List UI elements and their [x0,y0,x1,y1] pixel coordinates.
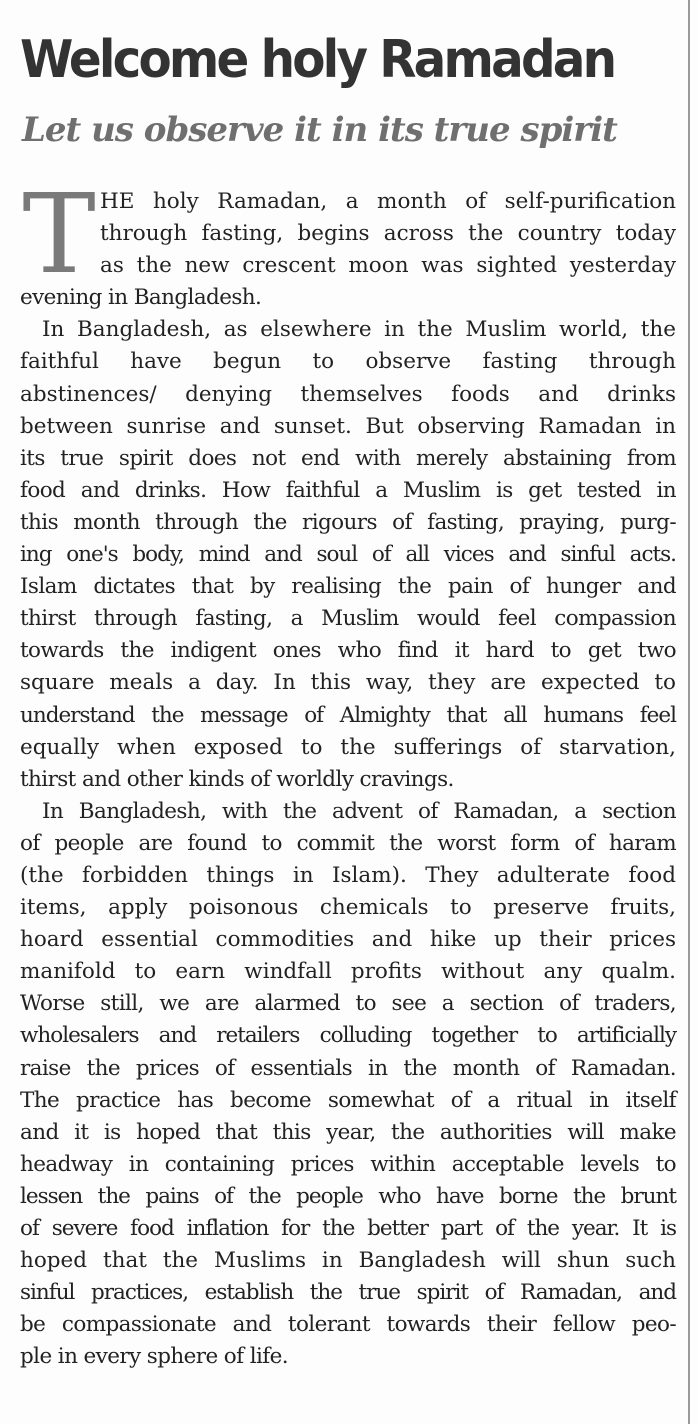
text-line: understand the message of Almighty that all humans feel [20,702,676,728]
article-body [20,170,676,1373]
text-line: and it is hoped that this year, the authorities will make [20,1119,676,1145]
text-line: as the new crescent moon was sighted yesterday [100,253,676,279]
headline: Welcome holy Ramadan [20,30,615,90]
text-line: ing one's body, mind and soul of all vices and sinful acts. [20,542,676,568]
paragraph-1 [20,170,676,314]
text-line: (the forbidden things in Islam). They adulterate food [20,862,676,888]
text-line: its true spirit does not end with merely abstaining from [20,445,676,471]
text-line: hoard essential commodities and hike up their prices [20,927,676,953]
text-line: Worse still, we are alarmed to see a section of traders, [20,991,676,1017]
text-line: of people are found to commit the worst form of haram [20,830,676,856]
text-line: towards the indigent ones who find it hard to get two [20,638,676,664]
text-line: manifold to earn windfall profits without any qualm. [20,959,676,985]
text-line: wholesalers and retailers colluding together to artificially [20,1023,676,1049]
text-line: equally when exposed to the sufferings of starvation, [20,734,676,760]
text-line: between sunrise and sunset. But observing Ramadan in [20,413,676,439]
text-line: sinful practices, establish the true spirit of Ramadan, and [20,1280,676,1306]
text-line: thirst and other kinds of worldly cravings. [20,766,454,792]
text-line: be compassionate and tolerant towards their fellow peo- [20,1312,676,1338]
drop-cap: T [22,170,96,298]
text-line: through fasting, begins across the country today [100,221,676,247]
text-line: this month through the rigours of fasting, praying, purg- [20,509,676,535]
text-line: raise the prices of essentials in the month of Ramadan. [20,1055,676,1081]
text-line: items, apply poisonous chemicals to preserve fruits, [20,895,676,921]
text-line: ple in every sphere of life. [20,1344,289,1370]
text-line: faithful have begun to observe fasting through [20,349,676,375]
text-line: thirst through fasting, a Muslim would feel compassion [20,606,676,632]
text-line: HE holy Ramadan, a month of self-purification [100,189,676,214]
text-line: In Bangladesh, with the advent of Ramadan, a section [42,798,676,824]
text-line: food and drinks. How faithful a Muslim is get tested in [20,477,676,503]
column-rule [688,0,690,1424]
text-line: Islam dictates that by realising the pain of hunger and [20,574,676,600]
text-line: evening in Bangladesh. [20,285,262,311]
text-line: headway in containing prices within acceptable levels to [20,1151,676,1177]
text-line: of severe food inflation for the better part of the year. It is [20,1216,676,1241]
text-line: In Bangladesh, as elsewhere in the Muslim world, the [42,317,676,343]
text-line: abstinences/ denying themselves foods and drinks [20,381,676,407]
text-line: The practice has become somewhat of a ritual in itself [20,1087,676,1113]
paragraph-2 [20,314,676,795]
text-line: square meals a day. In this way, they are expected to [20,670,676,696]
paragraph-3 [20,796,676,1374]
text-line: lessen the pains of the people who have borne the brunt [20,1183,676,1209]
subhead: Let us observe it in its true spirit [22,110,617,150]
text-line: hoped that the Muslims in Bangladesh will shun such [20,1248,676,1274]
